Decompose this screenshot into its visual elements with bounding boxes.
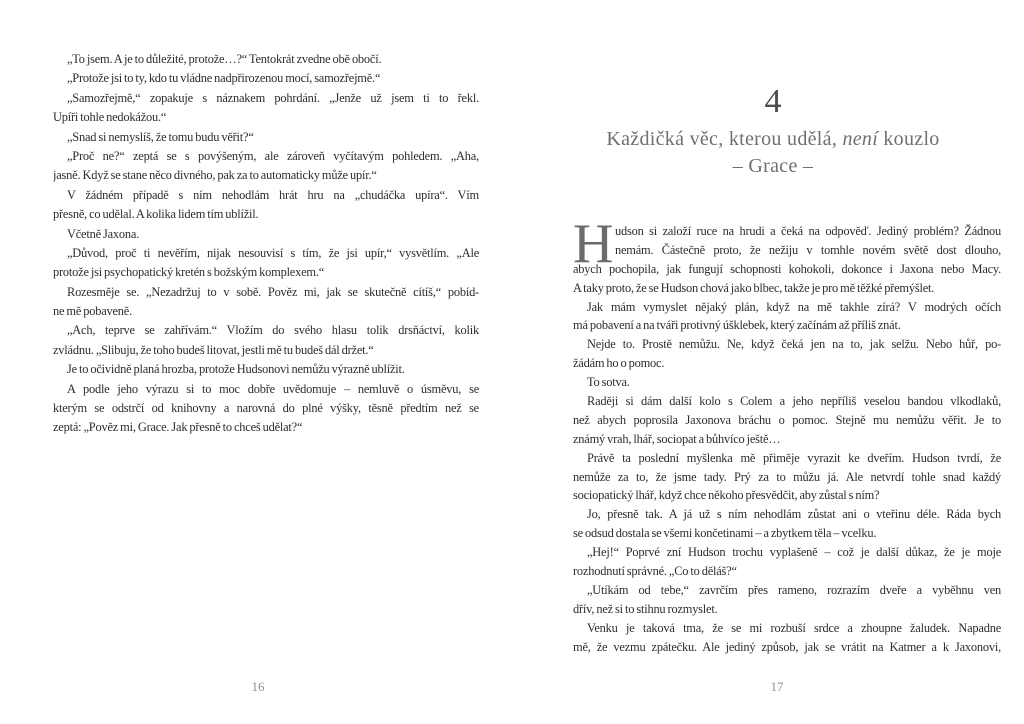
text-line: má pobavení a na tváři protivný úšklebek, který začínám až příliš znát. bbox=[573, 318, 901, 333]
text-line: A taky proto, že se Hudson chová jako blbec, takže je pro mě těžké přemýšlet. bbox=[573, 280, 935, 295]
chapter-title-text-after: kouzlo bbox=[878, 128, 940, 150]
text-line: známý vrah, lhář, sociopat a bůhvíco ještě… bbox=[573, 431, 781, 446]
text-line: „Důvod, proč ti nevěřím, nijak nesouvisí s tím, že jsi upír,“ vysvětlím. „Ale bbox=[67, 245, 479, 260]
text-line: než abych poprosila Jaxonova bráchu o pomoc. Stejně mu nemůžu věřit. Je to bbox=[573, 412, 1001, 427]
text-line: Jak mám vymyslet nějaký plán, když na mě takhle zírá? V modrých očích bbox=[587, 299, 1001, 314]
text-line: Je to očividně planá hrozba, protože Hudsonovi nemůžu výrazně ublížit. bbox=[67, 362, 405, 377]
text-line: A podle jeho výrazu si to moc dobře uvědomuje – nemluvě o úsměvu, se bbox=[67, 381, 479, 396]
chapter-title bbox=[559, 126, 987, 180]
chapter-subtitle: – Grace – bbox=[732, 155, 814, 177]
text-line: sociopatický lhář, když chce někoho přesvědčit, aby zůstal s ním? bbox=[573, 488, 880, 503]
text-line: žádám ho o pomoc. bbox=[573, 356, 665, 371]
left-page-text bbox=[53, 50, 479, 438]
text-line: kterým se odstrčí od knihovny a narovná do plné výšky, těsně předtím než se bbox=[53, 401, 479, 416]
text-line: „Utíkám od tebe,“ zavrčím přes rameno, rozrazím dveře a vyběhnu ven bbox=[587, 582, 1001, 597]
right-page-text bbox=[573, 213, 1001, 656]
text-line: „Hej!“ Poprvé zní Hudson trochu vyplašeně – což je další důkaz, že je moje bbox=[587, 545, 1001, 560]
text-line: To sotva. bbox=[587, 375, 630, 390]
text-line: zeptá: „Pověz mi, Grace. Jak přesně to chceš udělat?“ bbox=[53, 420, 303, 435]
text-line: Včetně Jaxona. bbox=[67, 226, 140, 241]
text-line: „Samozřejmě,“ zopakuje s náznakem pohrdání. „Jenže už jsem ti to řekl. bbox=[67, 90, 479, 105]
text-line: nemám. Částečně proto, že nežiju v tomhle novém světě dost dlouho, bbox=[615, 242, 1001, 257]
text-line: protože jsi psychopatický kretén s božským komplexem.“ bbox=[53, 265, 325, 280]
text-line: Nejde to. Prostě nemůžu. Ne, když čeká jen na to, jak selžu. Nebo hůř, po- bbox=[587, 337, 1001, 352]
text-line: Rozesměje se. „Nezadržuj to v sobě. Pověz mi, jak se skutečně cítíš,“ pobíd- bbox=[67, 284, 479, 299]
text-line: jasně. Když se stane něco divného, pak za to automaticky může upír.“ bbox=[53, 168, 377, 183]
text-line: „Snad si nemyslíš, že tomu budu věřit?“ bbox=[67, 129, 254, 144]
text-line: V žádném případě s ním nehodlám hrát hru na „chudáčka upíra“. Vím bbox=[67, 187, 479, 202]
text-line: udson si založí ruce na hrudi a čeká na odpověď. Jediný problém? Žádnou bbox=[615, 224, 1001, 238]
text-line: mě, že vezmu zpátečku. Ale jediný způsob, jak se vrátit na Katmer a k Jaxonovi, bbox=[573, 639, 1001, 654]
text-line: Právě ta poslední myšlenka mě přiměje vyrazit ke dveřím. Hudson tvrdí, že bbox=[587, 450, 1001, 465]
chapter-number: 4 bbox=[764, 83, 782, 120]
drop-cap-letter: H bbox=[573, 213, 614, 275]
text-line: ne mě pobaveně. bbox=[53, 304, 133, 319]
text-line: dřív, než si to stihnu rozmyslet. bbox=[573, 601, 718, 616]
text-line: Jo, přesně tak. A já už s ním nehodlám zůstat ani o vteřinu déle. Ráda bych bbox=[587, 507, 1001, 522]
text-line: „Ach, teprve se zahřívám.“ Vložím do svého hlasu tolik drsňáctví, kolik bbox=[67, 323, 479, 338]
text-line: Upíři tohle nedokážou.“ bbox=[53, 110, 167, 125]
text-line: abych pochopila, jak fungují schopnosti kohokoli, dokonce i Jaxona nebo Macy. bbox=[573, 261, 1001, 276]
text-line: „To jsem. A je to důležité, protože…?“ Tentokrát zvedne obě obočí. bbox=[67, 52, 382, 66]
page-number-left: 16 bbox=[251, 679, 265, 694]
text-line: „Proč ne?“ zeptá se s povýšeným, ale zároveň vyčítavým pohledem. „Aha, bbox=[67, 148, 479, 163]
chapter-title-italic: není bbox=[842, 128, 879, 150]
text-line: Raději si dám další kolo s Colem a jeho nepříliš veselou bandou vlkodlaků, bbox=[587, 394, 1001, 409]
page-number-right: 17 bbox=[770, 679, 784, 694]
chapter-heading bbox=[559, 84, 987, 180]
text-line: zvládnu. „Slibuju, že toho budeš litovat, jestli mě tu budeš dál držet.“ bbox=[53, 342, 374, 357]
text-line: nemůže za to, že jsme tady. Prý za to můžu já. Ale netvrdí tohle snad každý bbox=[573, 469, 1001, 484]
text-line: rozhodnutí správné. „Co to děláš?“ bbox=[573, 564, 737, 579]
text-line: „Protože jsi to ty, kdo tu vládne nadpřirozenou mocí, samozřejmě.“ bbox=[67, 71, 381, 86]
text-line: se odsud dostala se všemi končetinami – a zbytkem těla – vcelku. bbox=[573, 526, 877, 541]
chapter-title-text: Každičká věc, kterou udělá, bbox=[606, 128, 843, 150]
text-line: přesně, co udělal. A kolika lidem tím ublížil. bbox=[53, 207, 259, 222]
text-line: Venku je taková tma, že se mi rozbuší srdce a zhoupne žaludek. Napadne bbox=[587, 620, 1001, 635]
